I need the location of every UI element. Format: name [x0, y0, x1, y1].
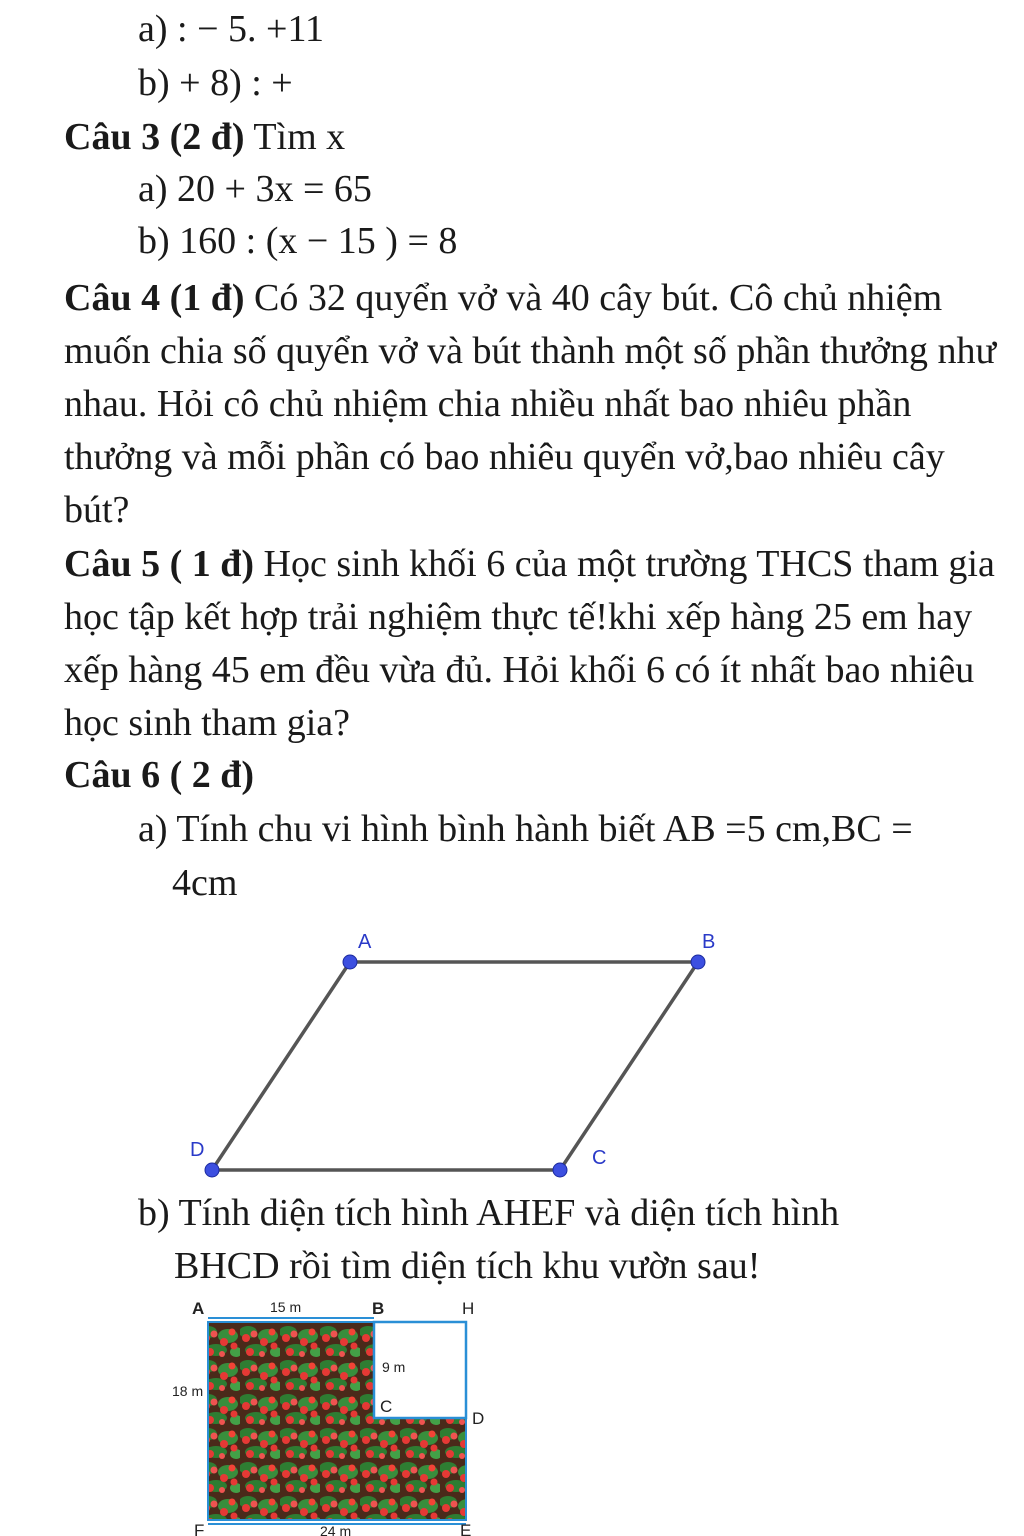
dim-bottom: 24 m	[320, 1523, 352, 1536]
garden-figure	[160, 1290, 500, 1536]
q4-text: Có 32 quyển vở và 40 cây bút. Cô chủ nhiệm muốn chia số quyển vở và bút thành một số phần thưởng như nhau. Hỏi cô chủ nhiệm chia nhiều nhất bao nhiêu phần thưởng và mỗi phần có bao nhiêu quyển vở,bao nhiêu cây bút?	[64, 277, 997, 531]
point-c	[553, 1163, 567, 1177]
garden-label-f: F	[194, 1521, 205, 1536]
garden-planted-area	[208, 1322, 466, 1520]
q3-title: Câu 3 (2 đ)	[64, 116, 245, 158]
garden-label-d: D	[472, 1409, 485, 1428]
label-b: B	[702, 931, 716, 953]
garden-label-a: A	[192, 1299, 205, 1318]
q6-title: Câu 6 ( 2 đ)	[64, 754, 255, 796]
q6-part-b-line2: BHCD rồi tìm diện tích khu vườn sau!	[174, 1245, 761, 1287]
q4-title: Câu 4 (1 đ)	[64, 277, 245, 319]
q3-part-b: b) 160 : (x − 15 ) = 8	[138, 220, 458, 262]
label-c: C	[592, 1147, 607, 1169]
label-d: D	[190, 1139, 205, 1161]
q6-part-b-line1: b) Tính diện tích hình AHEF và diện tích hình	[138, 1192, 840, 1234]
q6-part-a-line2: 4cm	[172, 862, 238, 904]
q5-paragraph	[64, 538, 1014, 750]
q3-heading	[64, 114, 345, 160]
q2-part-b: b) + 8) : +	[138, 62, 293, 104]
garden-label-b: B	[372, 1299, 385, 1318]
parallelogram-shape	[212, 962, 698, 1170]
q3-part-a: a) 20 + 3x = 65	[138, 168, 372, 210]
q3-text: Tìm x	[244, 116, 346, 158]
dim-top: 15 m	[270, 1299, 302, 1315]
dim-inner: 9 m	[382, 1359, 406, 1375]
q5-title: Câu 5 ( 1 đ)	[64, 543, 255, 585]
garden-label-e: E	[460, 1521, 472, 1536]
point-a	[343, 955, 357, 969]
garden-label-h: H	[462, 1299, 475, 1318]
point-b	[691, 955, 705, 969]
q6-part-a-line1: a) Tính chu vi hình bình hành biết AB =5 cm,BC =	[138, 808, 913, 850]
parallelogram-figure	[170, 920, 750, 1185]
dim-left: 18 m	[172, 1383, 204, 1399]
garden-label-c: C	[380, 1397, 393, 1416]
q2-part-a: a) : − 5. +11	[138, 8, 325, 50]
q5-text: Học sinh khối 6 của một trường THCS tham gia học tập kết hợp trải nghiệm thực tế!khi xếp hàng 25 em hay xếp hàng 45 em đều vừa đủ. Hỏi khối 6 có ít nhất bao nhiêu học sinh tham gia?	[64, 543, 995, 744]
q4-paragraph	[64, 272, 1014, 537]
label-a: A	[358, 931, 372, 953]
point-d	[205, 1163, 219, 1177]
